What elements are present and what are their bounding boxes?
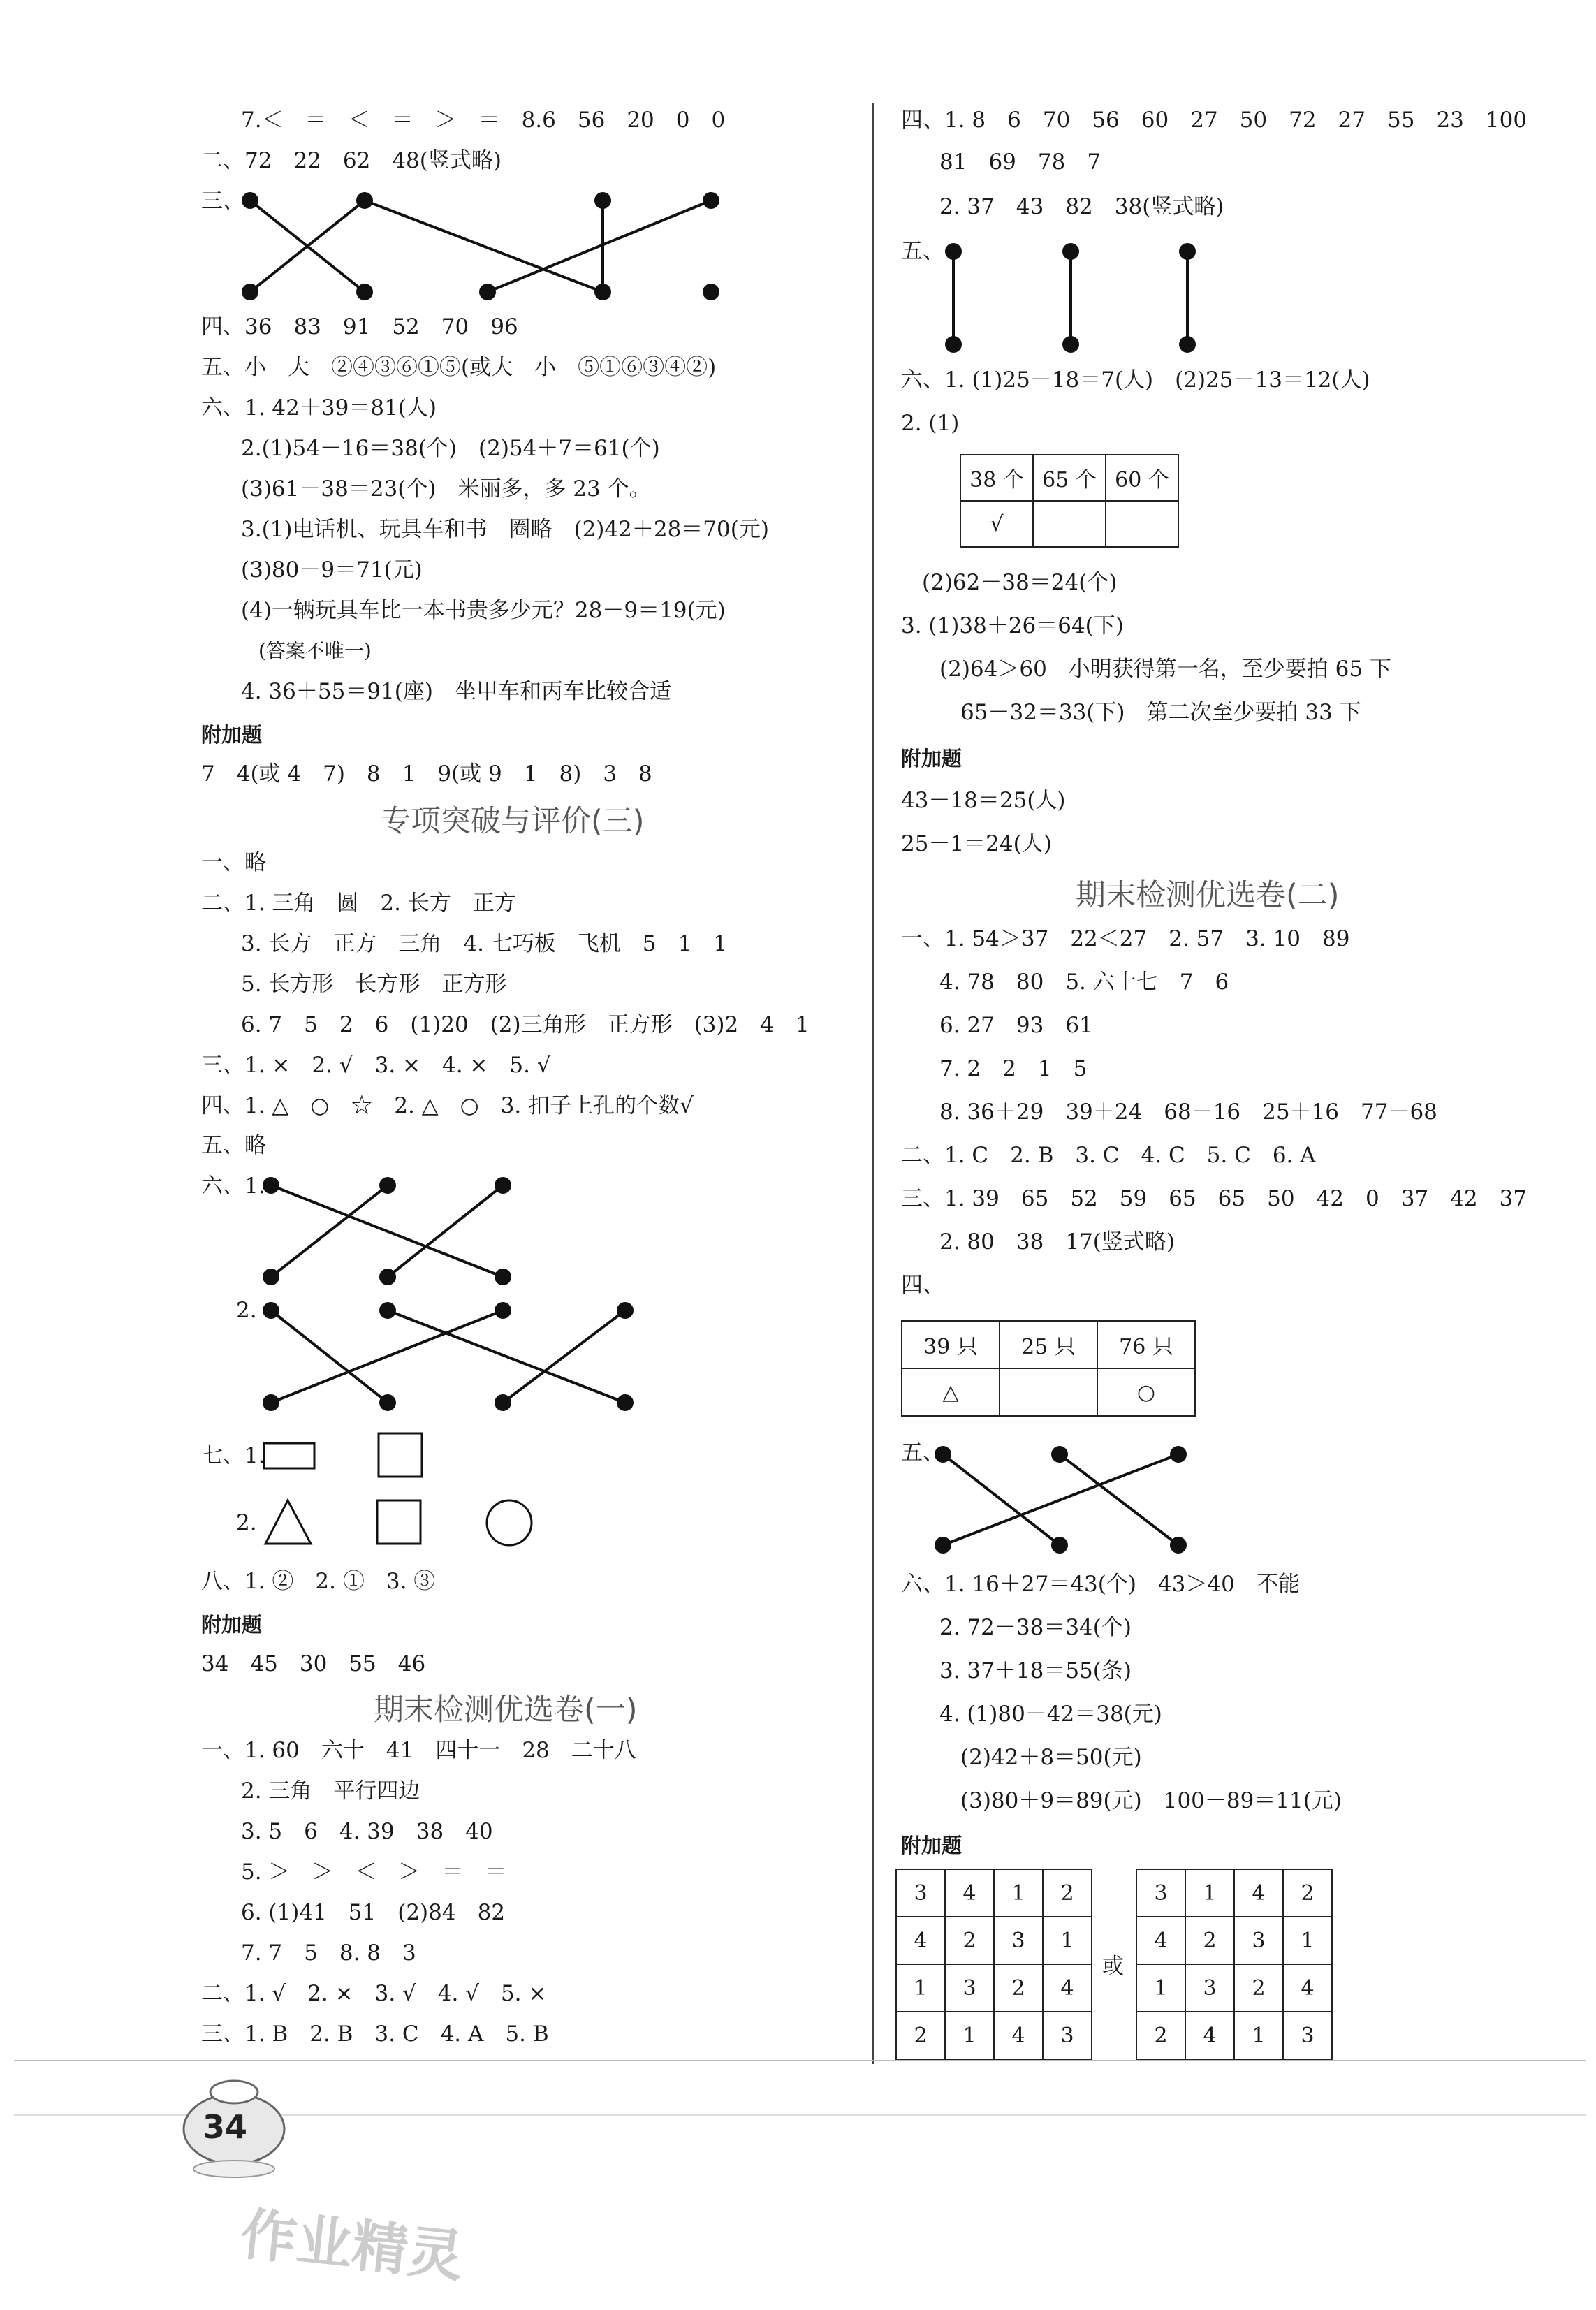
answer-line: 七、1. [201, 1443, 265, 1468]
answer-table-2 [901, 1320, 1196, 1417]
extra-question-label: 附加题 [901, 747, 962, 770]
answer-line: 2. [236, 1298, 257, 1323]
answer-line: 25－1＝24(人) [901, 831, 1052, 856]
grid-cell: 4 [1136, 1917, 1185, 1964]
grid-cell: 4 [994, 2012, 1043, 2059]
grid-cell: 4 [945, 1869, 994, 1917]
grid-cell: 4 [1185, 2012, 1234, 2059]
answer-line: 2. (1) [901, 411, 960, 436]
grid-cell: 3 [945, 1964, 994, 2012]
grid-cell: 2 [1043, 1869, 1092, 1917]
grid-cell: 4 [1234, 1869, 1283, 1917]
table-cell: △ [902, 1368, 1000, 1416]
answer-line: 4. 36＋55＝91(座) 坐甲车和丙车比较合适 [241, 679, 671, 704]
grid-cell: 2 [896, 2012, 945, 2059]
watermark: 作业精灵 [237, 2201, 467, 2290]
grid-cell: 3 [994, 1917, 1043, 1964]
grid-cell: 3 [896, 1869, 945, 1917]
answer-line: 7. 7 5 8. 8 3 [241, 1940, 416, 1966]
answer-line: 五、 [901, 239, 944, 264]
answer-line: 3. (1)38＋26＝64(下) [901, 613, 1124, 638]
match-lines-liu-2 [264, 1303, 632, 1410]
answer-line: 7 4(或 4 7) 8 1 9(或 9 1 8) 3 8 [201, 761, 652, 787]
grid-cell: 1 [994, 1869, 1043, 1917]
table-cell: 38 个 [960, 455, 1033, 501]
extra-question-label: 附加题 [901, 1834, 962, 1857]
table-cell: 25 只 [1000, 1321, 1097, 1368]
grid-cell: 4 [1043, 1964, 1092, 2012]
grid-cell: 3 [1043, 2012, 1092, 2059]
answer-line: (3)80＋9＝89(元) 100－89＝11(元) [960, 1788, 1342, 1813]
answer-line: 二、1. 三角 圆 2. 长方 正方 [201, 891, 516, 916]
answer-line: 6. 7 5 2 6 (1)20 (2)三角形 正方形 (3)2 4 1 [241, 1012, 810, 1037]
answer-line: 六、1. (1)25－18＝7(人) (2)25－13＝12(人) [901, 367, 1370, 393]
answer-line: 三、 [201, 189, 244, 214]
answer-line: 4. 78 80 5. 六十七 7 6 [939, 970, 1229, 995]
number-grid-1 [895, 1869, 1092, 2060]
answer-line: 六、1. 16＋27＝43(个) 43＞40 不能 [901, 1572, 1300, 1597]
answer-line: 六、1. [201, 1174, 265, 1199]
answer-table-1 [960, 454, 1179, 548]
answer-line: 2. 三角 平行四边 [241, 1778, 420, 1804]
answer-line: 八、1. ② 2. ① 3. ③ [201, 1569, 436, 1594]
answer-line: 81 69 78 7 [939, 149, 1101, 175]
table-cell: √ [960, 501, 1033, 547]
answer-line: 3.(1)电话机、玩具车和书 圈略 (2)42＋28＝70(元) [241, 517, 769, 542]
extra-question-label: 附加题 [201, 723, 263, 747]
square-shape-2 [377, 1500, 420, 1544]
answer-line: 7.＜ ＝ ＜ ＝ ＞ ＝ 8.6 56 20 0 0 [241, 108, 726, 133]
grid-cell: 3 [1283, 2012, 1332, 2059]
match-lines-wu-right [946, 244, 1194, 351]
grid-cell: 1 [945, 2012, 994, 2059]
match-lines-liu-1 [264, 1178, 510, 1284]
match-lines-san [243, 193, 718, 299]
square-shape [379, 1433, 422, 1477]
answer-line: 四、1. 8 6 70 56 60 27 50 72 27 55 23 100 [901, 108, 1528, 133]
answer-line: 43－18＝25(人) [901, 788, 1066, 813]
grid-cell: 2 [1283, 1869, 1332, 1917]
table-cell: 60 个 [1106, 455, 1178, 501]
grid-cell: 2 [1136, 2012, 1185, 2059]
grid-cell: 4 [896, 1917, 945, 1964]
section-heading: 专项突破与评价(三) [381, 804, 645, 839]
grid-cell: 2 [1234, 1964, 1283, 2012]
grid-cell: 1 [896, 1964, 945, 2012]
answer-line: 3. 长方 正方 三角 4. 七巧板 飞机 5 1 1 [241, 931, 728, 956]
number-grid-2 [1136, 1869, 1333, 2060]
table-cell: 65 个 [1033, 455, 1106, 501]
answer-line: 2. [236, 1510, 257, 1535]
grid-cell: 1 [1283, 1917, 1332, 1964]
answer-line: (3)61－38＝23(个) 米丽多，多 23 个。 [241, 476, 651, 502]
rectangle-shape [264, 1443, 314, 1468]
answer-line: (答案不唯一) [258, 639, 372, 662]
grid-cell: 3 [1234, 1917, 1283, 1964]
table-cell: ○ [1097, 1368, 1195, 1416]
answer-line: 五、略 [201, 1133, 266, 1158]
extra-question-label: 附加题 [201, 1613, 263, 1637]
answer-line: (2)64＞60 小明获得第一名，至少要拍 65 下 [939, 657, 1391, 682]
page-number: 34 [203, 2108, 248, 2146]
shapes-qi [264, 1433, 532, 1545]
section-heading: 期末检测优选卷(二) [1076, 878, 1340, 913]
answer-line: 6. (1)41 51 (2)84 82 [241, 1900, 506, 1925]
answer-line: 7. 2 2 1 5 [939, 1056, 1088, 1081]
answer-line: (4)一辆玩具车比一本书贵多少元？28－9＝19(元) [241, 598, 726, 623]
answer-line: 二、1. √ 2. × 3. √ 4. √ 5. × [201, 1981, 547, 2006]
answer-line: 三、1. × 2. √ 3. × 4. × 5. √ [201, 1053, 551, 1078]
answer-line: 四、 [901, 1273, 944, 1298]
section-heading: 期末检测优选卷(一) [374, 1693, 638, 1727]
grid-cell: 3 [1136, 1869, 1185, 1917]
answer-line: (2)62－38＝24(个) [922, 570, 1118, 595]
grid-cell: 1 [1234, 2012, 1283, 2059]
answer-line: 五、 [901, 1440, 944, 1465]
grid-cell: 1 [1043, 1917, 1092, 1964]
answer-line: 5. 长方形 长方形 正方形 [241, 972, 507, 997]
answer-line: 一、1. 60 六十 41 四十一 28 二十八 [201, 1738, 636, 1763]
answer-line: 8. 36＋29 39＋24 68－16 25＋16 77－68 [939, 1099, 1437, 1125]
answer-line: 二、1. C 2. B 3. C 4. C 5. C 6. A [901, 1143, 1316, 1168]
answer-line: 2.(1)54－16＝38(个) (2)54＋7＝61(个) [241, 436, 660, 461]
answer-line: 三、1. B 2. B 3. C 4. A 5. B [201, 2022, 549, 2047]
grid-cell: 2 [1185, 1917, 1234, 1964]
table-cell: 76 只 [1097, 1321, 1195, 1368]
grid-cell: 2 [945, 1917, 994, 1964]
answer-line: 一、略 [201, 850, 266, 875]
grid-cell: 2 [994, 1964, 1043, 2012]
grid-cell: 1 [1185, 1869, 1234, 1917]
table-cell: 39 只 [902, 1321, 1000, 1368]
table-cell [1106, 501, 1178, 547]
match-lines-wu-2 [936, 1447, 1185, 1552]
answer-line: 三、1. 39 65 52 59 65 65 50 42 0 37 42 37 [901, 1186, 1528, 1211]
answer-line: (3)80－9＝71(元) [241, 557, 423, 583]
answer-line: 4. (1)80－42＝38(元) [939, 1702, 1162, 1727]
answer-line: 6. 27 93 61 [939, 1013, 1093, 1038]
answer-line: 2. 37 43 82 38(竖式略) [939, 194, 1224, 219]
answer-line: 六、1. 42＋39＝81(人) [201, 395, 437, 421]
answer-line: 3. 37＋18＝55(条) [939, 1658, 1132, 1683]
answer-line: (2)42＋8＝50(元) [960, 1745, 1142, 1770]
answer-line: 3. 5 6 4. 39 38 40 [241, 1819, 493, 1844]
answer-line: 四、1. △ ○ ☆ 2. △ ○ 3. 扣子上孔的个数√ [201, 1093, 694, 1118]
answer-line: 5. ＞ ＞ ＜ ＞ ＝ ＝ [241, 1859, 507, 1885]
circle-shape [487, 1500, 532, 1545]
answer-line: 五、小 大 ②④③⑥①⑤(或大 小 ⑤①⑥③④②) [201, 355, 717, 380]
answer-line: 一、1. 54＞37 22＜27 2. 57 3. 10 89 [901, 926, 1350, 951]
table-cell [1033, 501, 1106, 547]
answer-line: 34 45 30 55 46 [201, 1651, 426, 1676]
answer-line: 2. 72－38＝34(个) [939, 1615, 1132, 1640]
grid-cell: 4 [1283, 1964, 1332, 2012]
answer-line: 四、36 83 91 52 70 96 [201, 314, 518, 339]
grid-cell: 1 [1136, 1964, 1185, 2012]
grid-cell: 3 [1185, 1964, 1234, 2012]
triangle-shape [265, 1500, 311, 1544]
answer-line: 65－32＝33(下) 第二次至少要拍 33 下 [960, 700, 1361, 725]
or-label: 或 [1102, 1954, 1124, 1979]
answer-line: 二、72 22 62 48(竖式略) [201, 148, 502, 173]
table-cell [1000, 1368, 1097, 1416]
answer-line: 2. 80 38 17(竖式略) [939, 1229, 1175, 1255]
